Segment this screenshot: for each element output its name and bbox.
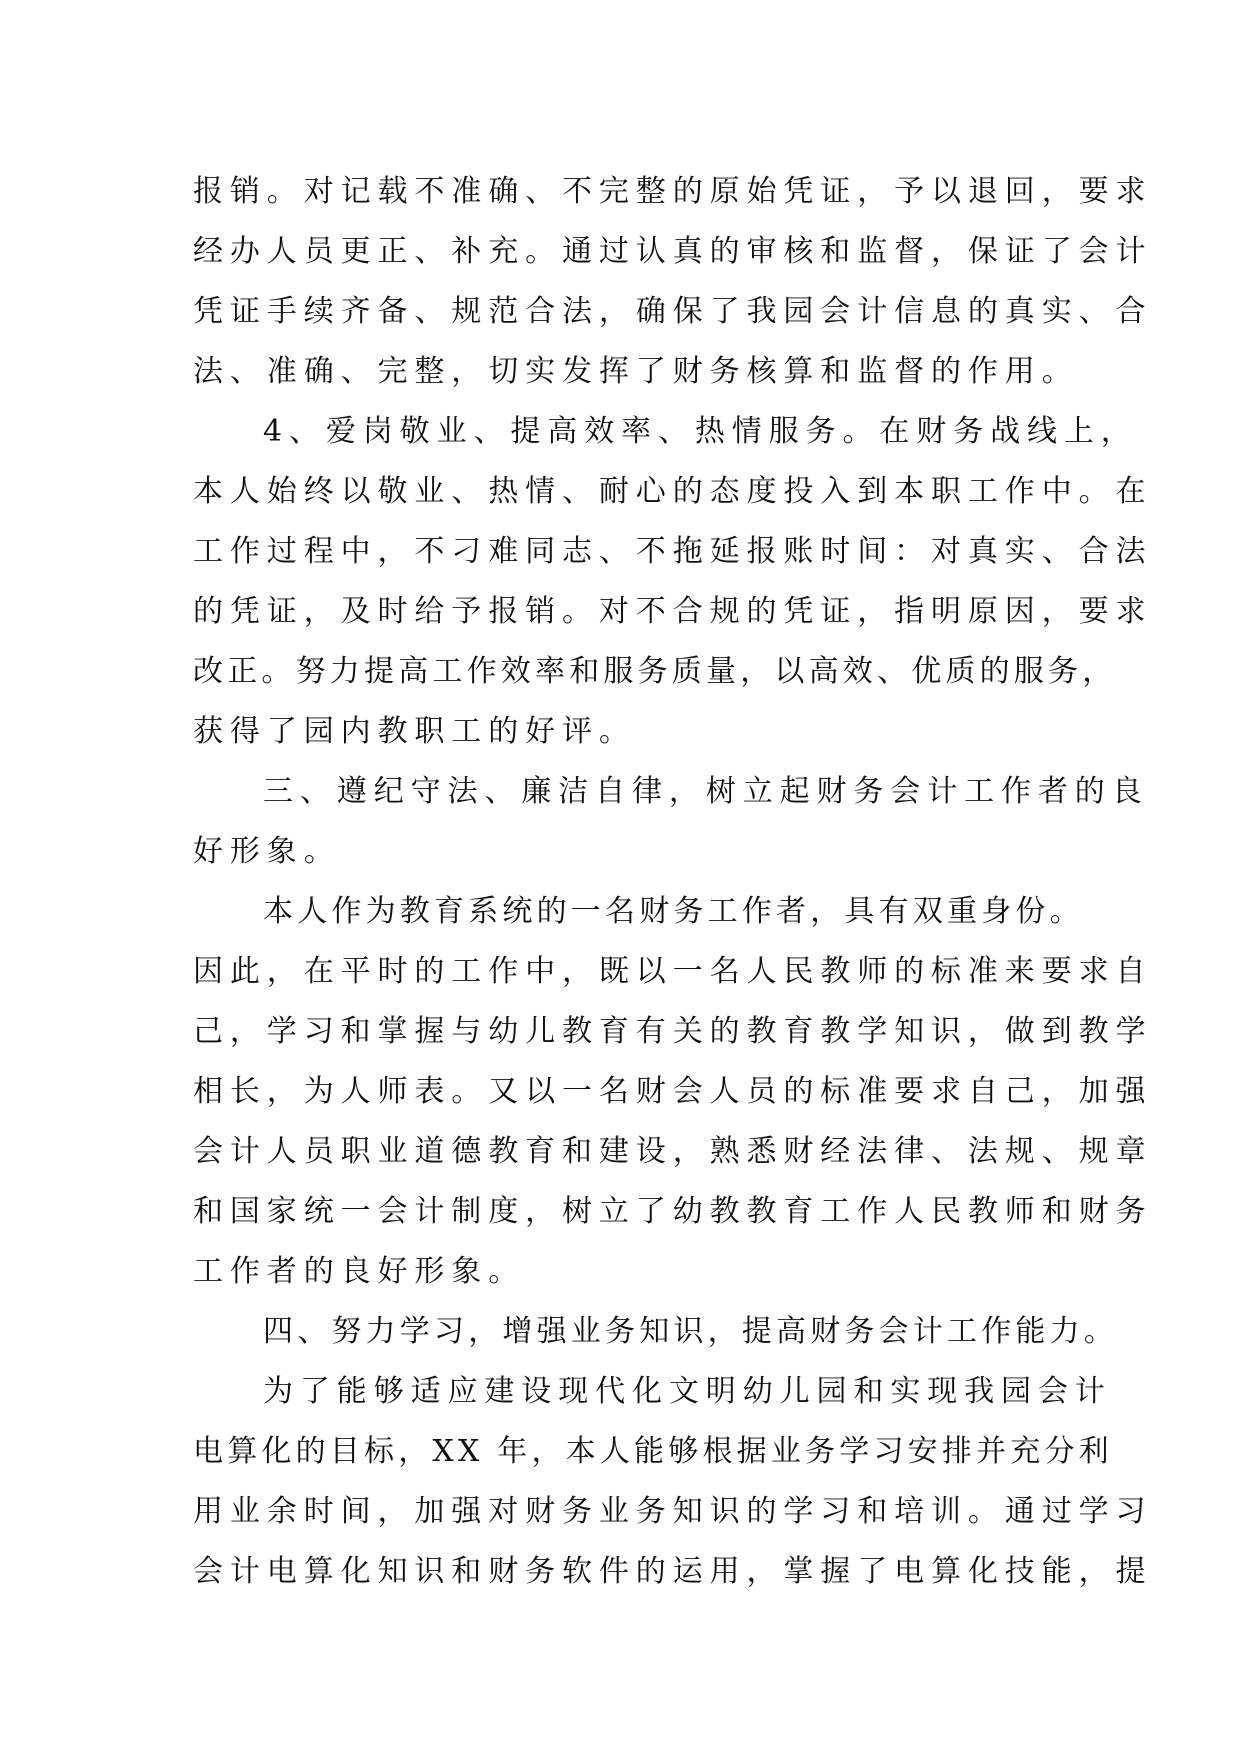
text-line: 工作者的良好形象。: [193, 1254, 526, 1289]
text-line: 的凭证，及时给予报销。对不合规的凭证，指明原因，要求: [193, 594, 1153, 629]
text-line: 己，学习和掌握与幼儿教育有关的教育教学知识，做到教学: [193, 1014, 1153, 1049]
text-line: 法、准确、完整，切实发挥了财务核算和监督的作用。: [193, 354, 1079, 389]
text-line: 改正。努力提高工作效率和服务质量，以高效、优质的服务，: [193, 654, 1117, 689]
text-line: 凭证手续齐备、规范合法，确保了我园会计信息的真实、合: [193, 294, 1153, 329]
text-line: 为了能够适应建设现代化文明幼儿园和实现我园会计: [263, 1374, 1112, 1409]
text-line: 获得了园内教职工的好评。: [193, 714, 636, 749]
text-line: 和国家统一会计制度，树立了幼教教育工作人民教师和财务: [193, 1194, 1153, 1229]
section-heading-4: 四、努力学习，增强业务知识，提高财务会计工作能力。: [263, 1314, 1118, 1349]
document-body: [193, 162, 1153, 1602]
text-line: 报销。对记载不准确、不完整的原始凭证，予以退回，要求: [193, 174, 1153, 209]
text-line: 相长，为人师表。又以一名财会人员的标准要求自己，加强: [193, 1074, 1153, 1109]
text-line: 4、爱岗敬业、提高效率、热情服务。在财务战线上，: [263, 414, 1138, 449]
text-line: 会计电算化知识和财务软件的运用，掌握了电算化技能，提: [193, 1554, 1153, 1589]
text-line: 好形象。: [193, 834, 341, 869]
text-line: 用业余时间，加强对财务业务知识的学习和培训。通过学习: [193, 1494, 1153, 1529]
text-line: 会计人员职业道德教育和建设，熟悉财经法律、法规、规章: [193, 1134, 1153, 1169]
text-line: 经办人员更正、补充。通过认真的审核和监督，保证了会计: [193, 234, 1153, 269]
text-line: 工作过程中，不刁难同志、不拖延报账时间：对真实、合法: [193, 534, 1153, 569]
text-line: 因此，在平时的工作中，既以一名人民教师的标准来要求自: [193, 954, 1153, 989]
section-heading-3: 三、遵纪守法、廉洁自律，树立起财务会计工作者的良: [263, 774, 1149, 809]
text-line: 电算化的目标，XX 年，本人能够根据业务学习安排并充分利: [193, 1434, 1113, 1469]
text-line: 本人始终以敬业、热情、耐心的态度投入到本职工作中。在: [193, 474, 1153, 509]
text-line: 本人作为教育系统的一名财务工作者，具有双重身份。: [263, 894, 1084, 929]
